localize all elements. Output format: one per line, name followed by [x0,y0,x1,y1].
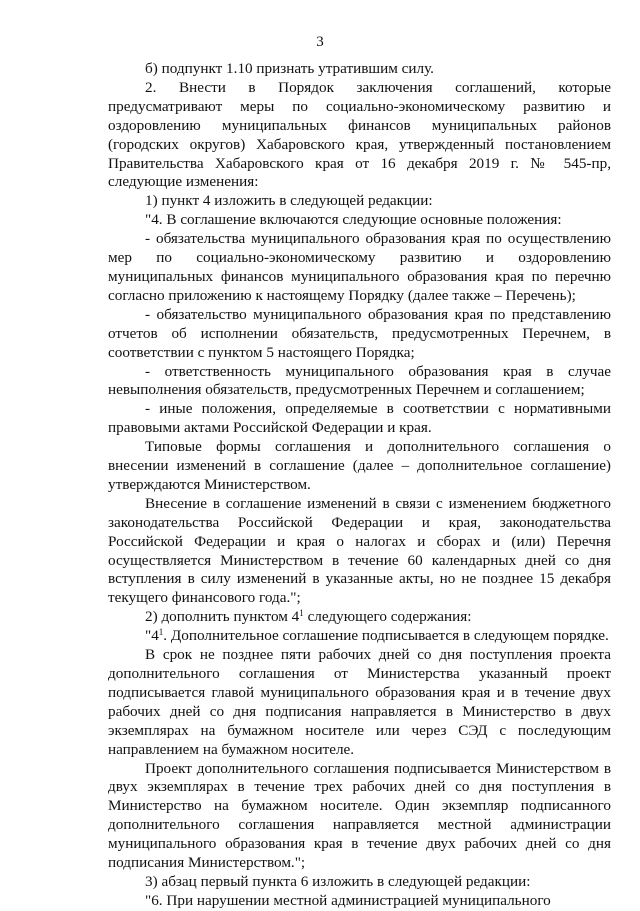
paragraph-text: - обязательство муниципального образования края по представлению отчетов об исполнении обязательств, предусмотренных Перечнем, в соответствии с пунктом 5 настоящего Порядка; [108,305,611,361]
paragraph [108,627,611,646]
paragraph-text: - ответственность муниципального образования края в случае невыполнения обязательств, предусмотренных Перечнем и соглашением; [108,362,611,399]
paragraph-text-continued: следующего содержания: [303,608,472,626]
paragraph-text: - обязательства муниципального образования края по осуществлению мер по социально-экономическому развитию и оздоровлению муниципальных финансов муниципального образования края по перечню согласно приложению к настоящему Порядку (далее также – Перечень); [108,230,611,304]
paragraph [108,400,611,438]
paragraph-text: Внесение в соглашение изменений в связи с изменением бюджетного законодательства Российской Федерации и края, законодательства Российской Федерации и края о налогах и сборах и (или) Перечня осуществляется Министерством в течение 60 календарных дней со дня вступления в силу изменений в указанные акты, но не позднее 15 декабря текущего финансового года."; [108,494,611,607]
paragraph [108,892,611,911]
paragraph-text: Проект дополнительного соглашения подписывается Министерством в двух экземплярах в течение трех рабочих дней со дня поступления в Министерство на бумажном носителе. Один экземпляр подписанного дополнительного соглашения направляется местной администрации муниципального образования края в течение двух рабочих дней со дня подписания Министерством."; [108,759,611,872]
paragraph [108,211,611,230]
paragraph [108,873,611,892]
superscript: 1 [158,627,164,638]
paragraph [108,306,611,363]
paragraph-text: "4 [145,627,159,645]
paragraph-text: 1) пункт 4 изложить в следующей редакции: [145,192,433,210]
paragraph [108,79,611,192]
paragraph [108,760,611,873]
paragraph [108,495,611,608]
document-body [108,60,611,911]
paragraph [108,230,611,306]
paragraph [108,60,611,79]
paragraph-text-continued: . Дополнительное соглашение подписывается в следующем порядке. [163,627,609,645]
paragraph-text: Типовые формы соглашения и дополнительного соглашения о внесении изменений в соглашение (далее – дополнительное соглашение) утверждаются Министерством. [108,438,611,493]
paragraph [108,646,611,759]
paragraph [108,608,611,627]
paragraph-text: б) подпункт 1.10 признать утратившим силу. [145,60,434,77]
paragraph-text: 2) дополнить пунктом 4 [145,608,300,626]
superscript: 1 [299,608,304,619]
paragraph-text: 2. Внести в Порядок заключения соглашений, которые предусматривают меры по социально-экономическому развитию и оздоровлению муниципальных финансов муниципальных районов (городских округов) Хабаровского края, утвержденный постановлением Правительства Хабаровского края от 16 декабря 2019 г. № 545-пр, следующие изменения: [108,78,611,191]
paragraph-text: - иные положения, определяемые в соответствии с нормативными правовыми актами Российской Федерации и края. [108,400,611,437]
paragraph-text: "6. При нарушении местной администрацией муниципального [145,891,551,909]
paragraph [108,438,611,495]
page-number: 3 [316,34,324,50]
paragraph [108,363,611,401]
paragraph-text: В срок не позднее пяти рабочих дней со дня поступления проекта дополнительного соглашения от Министерства указанный проект подписывается главой муниципального образования края и в течение двух рабочих дней со дня подписания направляется в Министерство в двух экземплярах на бумажном носителе или через СЭД с последующим направлением на бумажном носителе. [108,646,611,758]
paragraph-text: 3) абзац первый пункта 6 изложить в следующей редакции: [145,872,531,890]
paragraph-text: "4. В соглашение включаются следующие основные положения: [145,211,562,229]
paragraph [108,192,611,211]
